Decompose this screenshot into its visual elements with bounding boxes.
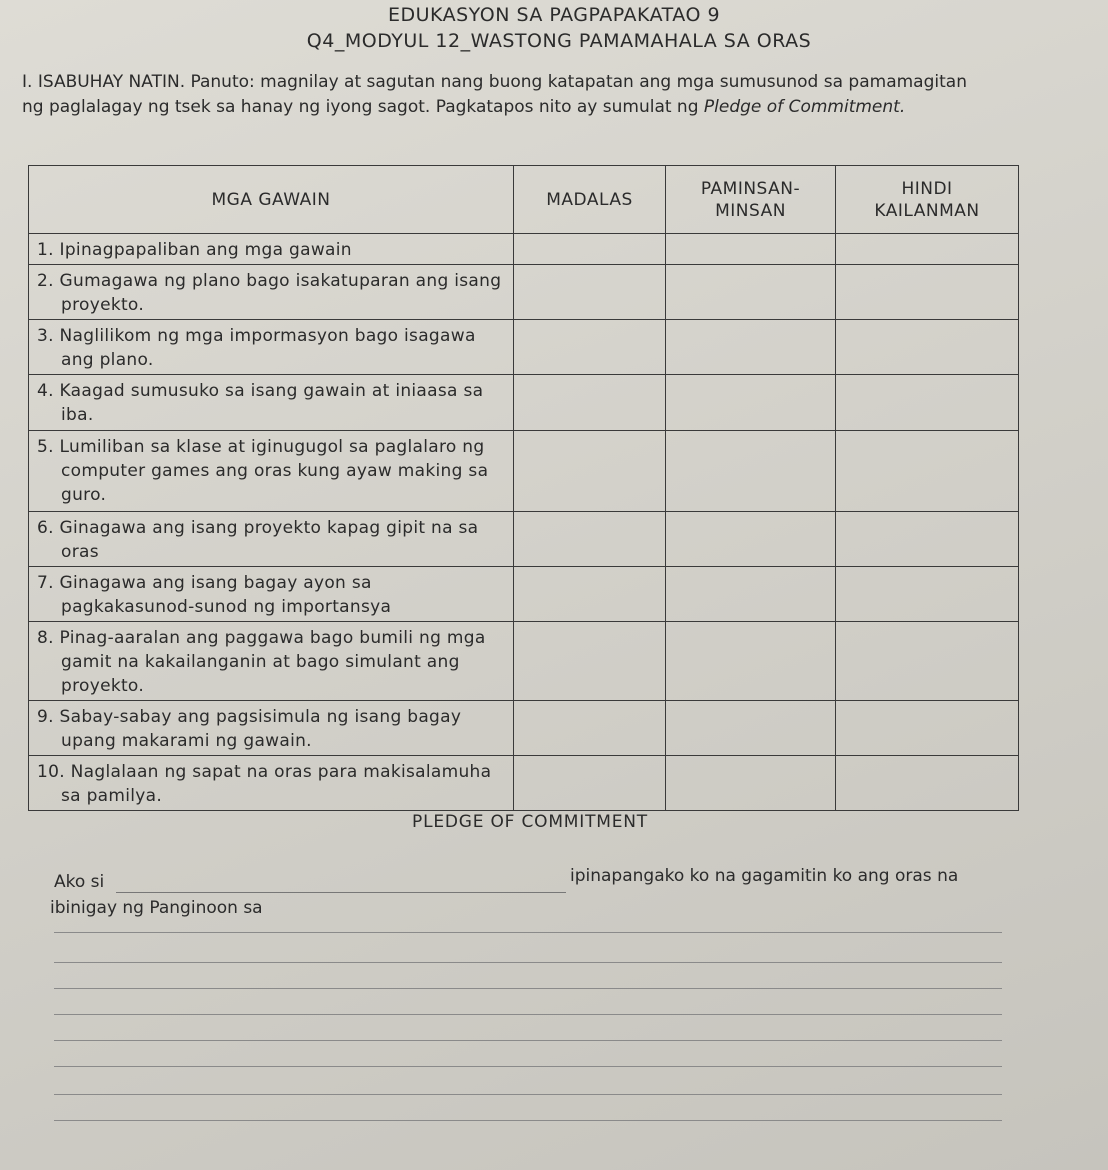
check-cell-hindi-kailanman[interactable] (836, 320, 1019, 375)
check-cell-madalas[interactable] (514, 512, 666, 567)
table-row (29, 756, 1019, 811)
writing-line[interactable] (54, 962, 1002, 963)
task-text: 1. Ipinagpapaliban ang mga gawain (37, 240, 352, 260)
table-row (29, 567, 1019, 622)
check-cell-madalas[interactable] (514, 567, 666, 622)
pledge-continuation: ipinapangako ko na gagamitin ko ang oras na (570, 866, 959, 886)
check-cell-paminsan-minsan[interactable] (666, 375, 836, 431)
task-cell (29, 431, 514, 512)
check-cell-paminsan-minsan[interactable] (666, 512, 836, 567)
task-cell (29, 234, 514, 265)
writing-line[interactable] (54, 1120, 1002, 1121)
task-text: oras (61, 542, 99, 562)
table-row (29, 234, 1019, 265)
check-cell-hindi-kailanman[interactable] (836, 234, 1019, 265)
writing-line[interactable] (54, 988, 1002, 989)
subject-title: EDUKASYON SA PAGPAPAKATAO 9 (387, 4, 721, 26)
pledge-line-2: ibinigay ng Panginoon sa (50, 898, 263, 918)
check-cell-madalas[interactable] (514, 234, 666, 265)
check-cell-paminsan-minsan[interactable] (666, 701, 836, 756)
pledge-title: PLEDGE OF COMMITMENT (412, 812, 648, 832)
header-mga-gawain: MGA GAWAIN (29, 166, 514, 234)
task-text: proyekto. (61, 295, 145, 315)
task-cell (29, 512, 514, 567)
task-text: 5. Lumiliban sa klase at iginugugol sa paglalaro ng (37, 437, 485, 457)
writing-line[interactable] (54, 1094, 1002, 1095)
task-text: 3. Naglilikom ng mga impormasyon bago isagawa (37, 326, 476, 346)
task-text: computer games ang oras kung ayaw making sa (61, 461, 489, 481)
header-paminsan-minsan: PAMINSAN- MINSAN (666, 166, 836, 234)
check-cell-hindi-kailanman[interactable] (836, 567, 1019, 622)
task-text: 9. Sabay-sabay ang pagsisimula ng isang bagay (37, 707, 462, 727)
pledge-ako-si: Ako si (54, 872, 105, 892)
check-cell-paminsan-minsan[interactable] (666, 431, 836, 512)
task-text: 8. Pinag-aaralan ang paggawa bago bumili ng mga (37, 628, 486, 648)
check-cell-hindi-kailanman[interactable] (836, 375, 1019, 431)
writing-line[interactable] (54, 1014, 1002, 1015)
header-hindi-kailanman: HINDI KAILANMAN (836, 166, 1019, 234)
task-text: 4. Kaagad sumusuko sa isang gawain at iniaasa sa (37, 381, 484, 401)
check-cell-madalas[interactable] (514, 320, 666, 375)
table-row (29, 265, 1019, 320)
check-cell-madalas[interactable] (514, 375, 666, 431)
header-madalas: MADALAS (514, 166, 666, 234)
task-cell (29, 622, 514, 701)
task-text: upang makarami ng gawain. (61, 731, 312, 751)
task-text: 7. Ginagawa ang isang bagay ayon sa (37, 573, 372, 593)
name-blank[interactable] (116, 892, 566, 893)
task-text: 10. Naglalaan ng sapat na oras para makisalamuha (37, 762, 492, 782)
check-cell-madalas[interactable] (514, 701, 666, 756)
check-cell-paminsan-minsan[interactable] (666, 234, 836, 265)
writing-line[interactable] (54, 1040, 1002, 1041)
task-cell (29, 375, 514, 431)
table-row (29, 701, 1019, 756)
check-cell-hindi-kailanman[interactable] (836, 701, 1019, 756)
task-cell (29, 567, 514, 622)
check-cell-madalas[interactable] (514, 265, 666, 320)
task-cell (29, 265, 514, 320)
check-cell-madalas[interactable] (514, 431, 666, 512)
task-text: 6. Ginagawa ang isang proyekto kapag gipit na sa (37, 518, 479, 538)
table-row (29, 512, 1019, 567)
table-row (29, 375, 1019, 431)
instructions (22, 70, 1102, 120)
check-cell-paminsan-minsan[interactable] (666, 756, 836, 811)
check-cell-hindi-kailanman[interactable] (836, 756, 1019, 811)
module-title: Q4_MODYUL 12_WASTONG PAMAMAHALA SA ORAS (306, 30, 812, 52)
instructions-line-2: ng paglalagay ng tsek sa hanay ng iyong sagot. Pagkatapos nito ay sumulat ng Pledge of Commitment. (22, 97, 906, 117)
task-text: gamit na kakailanganin at bago simulant ang (61, 652, 460, 672)
task-text: pagkakasunod-sunod ng importansya (61, 597, 392, 617)
self-assessment-table (28, 165, 1019, 811)
check-cell-paminsan-minsan[interactable] (666, 320, 836, 375)
instructions-line-1: I. ISABUHAY NATIN. Panuto: magnilay at sagutan nang buong katapatan ang mga sumusunod sa pamamagitan (22, 72, 967, 92)
check-cell-madalas[interactable] (514, 622, 666, 701)
writing-line[interactable] (54, 1066, 1002, 1067)
task-text: ang plano. (61, 350, 154, 370)
check-cell-paminsan-minsan[interactable] (666, 567, 836, 622)
check-cell-hindi-kailanman[interactable] (836, 265, 1019, 320)
task-text: iba. (61, 405, 94, 425)
task-text: proyekto. (61, 676, 145, 696)
table-row (29, 431, 1019, 512)
pledge-reference: Pledge of Commitment. (703, 97, 906, 117)
table-row (29, 622, 1019, 701)
task-text: 2. Gumagawa ng plano bago isakatuparan ang isang (37, 271, 502, 291)
table-row (29, 320, 1019, 375)
task-cell (29, 320, 514, 375)
task-cell (29, 756, 514, 811)
check-cell-paminsan-minsan[interactable] (666, 265, 836, 320)
task-text: guro. (61, 485, 107, 505)
task-cell (29, 701, 514, 756)
check-cell-paminsan-minsan[interactable] (666, 622, 836, 701)
check-cell-hindi-kailanman[interactable] (836, 512, 1019, 567)
table-header-row (29, 166, 1019, 234)
task-text: sa pamilya. (61, 786, 163, 806)
writing-line[interactable] (54, 932, 1002, 933)
check-cell-madalas[interactable] (514, 756, 666, 811)
check-cell-hindi-kailanman[interactable] (836, 431, 1019, 512)
check-cell-hindi-kailanman[interactable] (836, 622, 1019, 701)
